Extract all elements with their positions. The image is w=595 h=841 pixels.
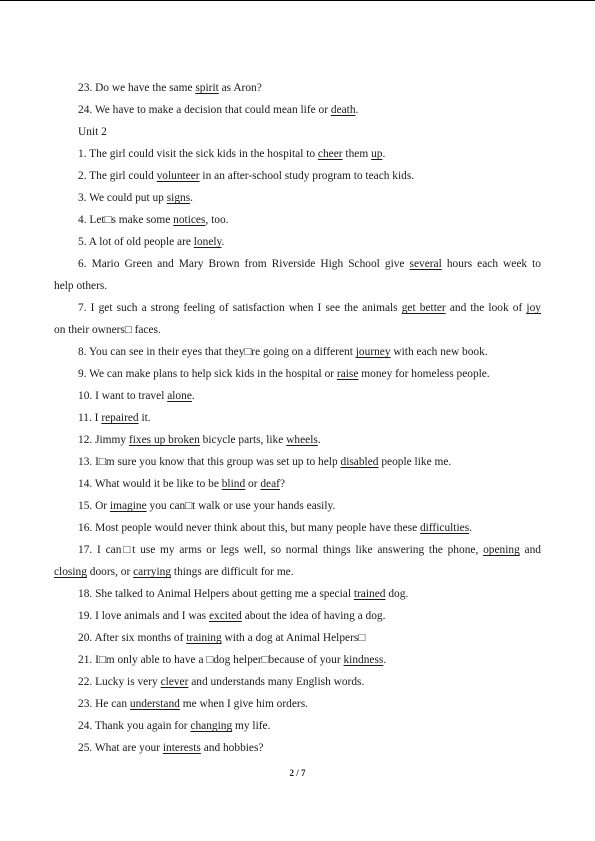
line-text: 23. Do we have the same bbox=[78, 82, 196, 94]
line-text: money for homeless people. bbox=[358, 368, 490, 380]
text-line bbox=[0, 517, 595, 539]
line-text: 24. We have to make a decision that could mean life or bbox=[78, 104, 331, 116]
answer-word: opening bbox=[483, 544, 520, 556]
line-text: 7. I get such a strong feeling of satisfaction when I see the animals bbox=[78, 302, 402, 314]
text-line bbox=[0, 671, 595, 693]
text-line bbox=[0, 627, 595, 649]
text-line bbox=[0, 583, 595, 605]
text-line bbox=[0, 187, 595, 209]
line-text: 3. We could put up bbox=[78, 192, 167, 204]
answer-word: difficulties bbox=[419, 522, 470, 534]
line-text: 12. Jimmy bbox=[78, 434, 129, 446]
line-text: 11. I bbox=[78, 412, 102, 424]
line-text: 18. She talked to Animal Helpers about getting me a special bbox=[78, 588, 354, 600]
line-text: 4. Let□s make some bbox=[78, 214, 174, 226]
answer-word: trained bbox=[353, 588, 386, 600]
text-line bbox=[0, 363, 595, 385]
text-line bbox=[0, 297, 595, 319]
line-text: . bbox=[382, 148, 386, 160]
answer-word: changing bbox=[190, 720, 233, 732]
section-heading bbox=[0, 121, 595, 143]
line-text: my life. bbox=[232, 720, 271, 732]
line-text: hours each week to bbox=[441, 258, 541, 270]
line-text: . bbox=[469, 522, 472, 534]
text-line bbox=[0, 495, 595, 517]
line-text: . bbox=[355, 104, 359, 116]
line-text: . bbox=[221, 236, 225, 248]
text-line bbox=[0, 539, 595, 561]
document-body bbox=[0, 77, 595, 759]
line-text: . bbox=[383, 654, 387, 666]
line-text: 14. What would it be like to be bbox=[78, 478, 222, 490]
line-text: Unit 2 bbox=[78, 126, 107, 138]
answer-word: signs bbox=[166, 192, 191, 204]
text-line bbox=[0, 407, 595, 429]
line-text: as Aron? bbox=[218, 82, 262, 94]
answer-word: get better bbox=[401, 302, 446, 314]
text-line bbox=[0, 429, 595, 451]
text-line bbox=[0, 385, 595, 407]
answer-word: excited bbox=[208, 610, 242, 622]
text-line bbox=[0, 737, 595, 759]
line-text: 2. The girl could bbox=[78, 170, 157, 182]
answer-word: imagine bbox=[109, 500, 147, 512]
line-text: 9. We can make plans to help sick kids in the hospital or bbox=[78, 368, 337, 380]
line-text: 10. I want to travel bbox=[78, 390, 168, 402]
text-line bbox=[0, 275, 595, 297]
line-text: 15. Or bbox=[78, 500, 110, 512]
line-text: it. bbox=[138, 412, 151, 424]
answer-word: joy bbox=[526, 302, 541, 314]
line-text: me when I give him orders. bbox=[179, 698, 308, 710]
line-text: with each new book. bbox=[390, 346, 488, 358]
text-line bbox=[0, 253, 595, 275]
line-text: 5. A lot of old people are bbox=[78, 236, 194, 248]
line-text: doors, or bbox=[86, 566, 134, 578]
line-text: things are difficult for me. bbox=[171, 566, 294, 578]
line-text: bicycle parts, like bbox=[199, 434, 287, 446]
text-line bbox=[0, 649, 595, 671]
text-line bbox=[0, 341, 595, 363]
answer-word: death bbox=[330, 104, 356, 116]
answer-word: deaf bbox=[260, 478, 280, 490]
page-number: 2 / 7 bbox=[289, 768, 306, 778]
line-text: 13. I□m sure you know that this group was set up to help bbox=[78, 456, 341, 468]
answer-word: volunteer bbox=[156, 170, 200, 182]
line-text: and understands many English words. bbox=[188, 676, 365, 688]
answer-word: blind bbox=[221, 478, 246, 490]
line-text: 19. I love animals and I was bbox=[78, 610, 209, 622]
line-text: . bbox=[317, 434, 321, 446]
text-line bbox=[0, 715, 595, 737]
line-text: 17. I can□t use my arms or legs well, so normal things like answering the phone, bbox=[78, 544, 484, 556]
text-line bbox=[0, 165, 595, 187]
line-text: and the look of bbox=[445, 302, 527, 314]
answer-word: clever bbox=[160, 676, 189, 688]
text-line bbox=[0, 77, 595, 99]
text-line bbox=[0, 561, 595, 583]
line-text: or bbox=[245, 478, 261, 490]
text-line bbox=[0, 693, 595, 715]
line-text: 8. You can see in their eyes that they□re going on a different bbox=[78, 346, 356, 358]
line-text: help others. bbox=[54, 280, 108, 292]
line-text: dog. bbox=[385, 588, 409, 600]
line-text: with a dog at Animal Helpers□ bbox=[221, 632, 366, 644]
answer-word: kindness bbox=[343, 654, 384, 666]
line-text: . bbox=[191, 390, 195, 402]
line-text: and hobbies? bbox=[200, 742, 264, 754]
text-line bbox=[0, 605, 595, 627]
line-text: in an after-school study program to teach kids. bbox=[199, 170, 415, 182]
line-text: people like me. bbox=[378, 456, 452, 468]
line-text: on their owners□ faces. bbox=[54, 324, 161, 336]
line-text: ? bbox=[279, 478, 286, 490]
line-text: , too. bbox=[205, 214, 229, 226]
line-text: 1. The girl could visit the sick kids in the hospital to bbox=[78, 148, 318, 160]
answer-word: raise bbox=[336, 368, 359, 380]
answer-word: journey bbox=[355, 346, 391, 358]
line-text: 16. Most people would never think about this, but many people have these bbox=[78, 522, 420, 534]
text-line bbox=[0, 231, 595, 253]
line-text: about the idea of having a dog. bbox=[241, 610, 386, 622]
line-text: 20. After six months of bbox=[78, 632, 187, 644]
header-rule bbox=[0, 0, 595, 1]
line-text: them bbox=[342, 148, 372, 160]
line-text: and bbox=[519, 544, 542, 556]
answer-word: training bbox=[186, 632, 222, 644]
line-text: 22. Lucky is very bbox=[78, 676, 161, 688]
answer-word: cheer bbox=[317, 148, 343, 160]
text-line bbox=[0, 209, 595, 231]
answer-word: spirit bbox=[195, 82, 219, 94]
text-line bbox=[0, 451, 595, 473]
text-line bbox=[0, 99, 595, 121]
line-text: you can□t walk or use your hands easily. bbox=[146, 500, 336, 512]
answer-word: interests bbox=[162, 742, 201, 754]
answer-word: alone bbox=[167, 390, 192, 402]
answer-word: disabled bbox=[340, 456, 379, 468]
line-text: . bbox=[190, 192, 194, 204]
answer-word: carrying bbox=[133, 566, 172, 578]
answer-word: several bbox=[409, 258, 442, 270]
answer-word: fixes up broken bbox=[128, 434, 200, 446]
line-text: 6. Mario Green and Mary Brown from Riverside High School give bbox=[78, 258, 410, 270]
answer-word: understand bbox=[129, 698, 180, 710]
line-text: 25. What are your bbox=[78, 742, 163, 754]
answer-word: lonely bbox=[193, 236, 222, 248]
answer-word: wheels bbox=[286, 434, 318, 446]
answer-word: closing bbox=[54, 566, 87, 578]
answer-word: notices bbox=[173, 214, 206, 226]
text-line bbox=[0, 319, 595, 341]
line-text: 23. He can bbox=[78, 698, 130, 710]
answer-word: repaired bbox=[101, 412, 139, 424]
text-line bbox=[0, 143, 595, 165]
line-text: 21. I□m only able to have a □dog helper□because of your bbox=[78, 654, 344, 666]
line-text: 24. Thank you again for bbox=[78, 720, 191, 732]
answer-word: up bbox=[371, 148, 383, 160]
text-line bbox=[0, 473, 595, 495]
